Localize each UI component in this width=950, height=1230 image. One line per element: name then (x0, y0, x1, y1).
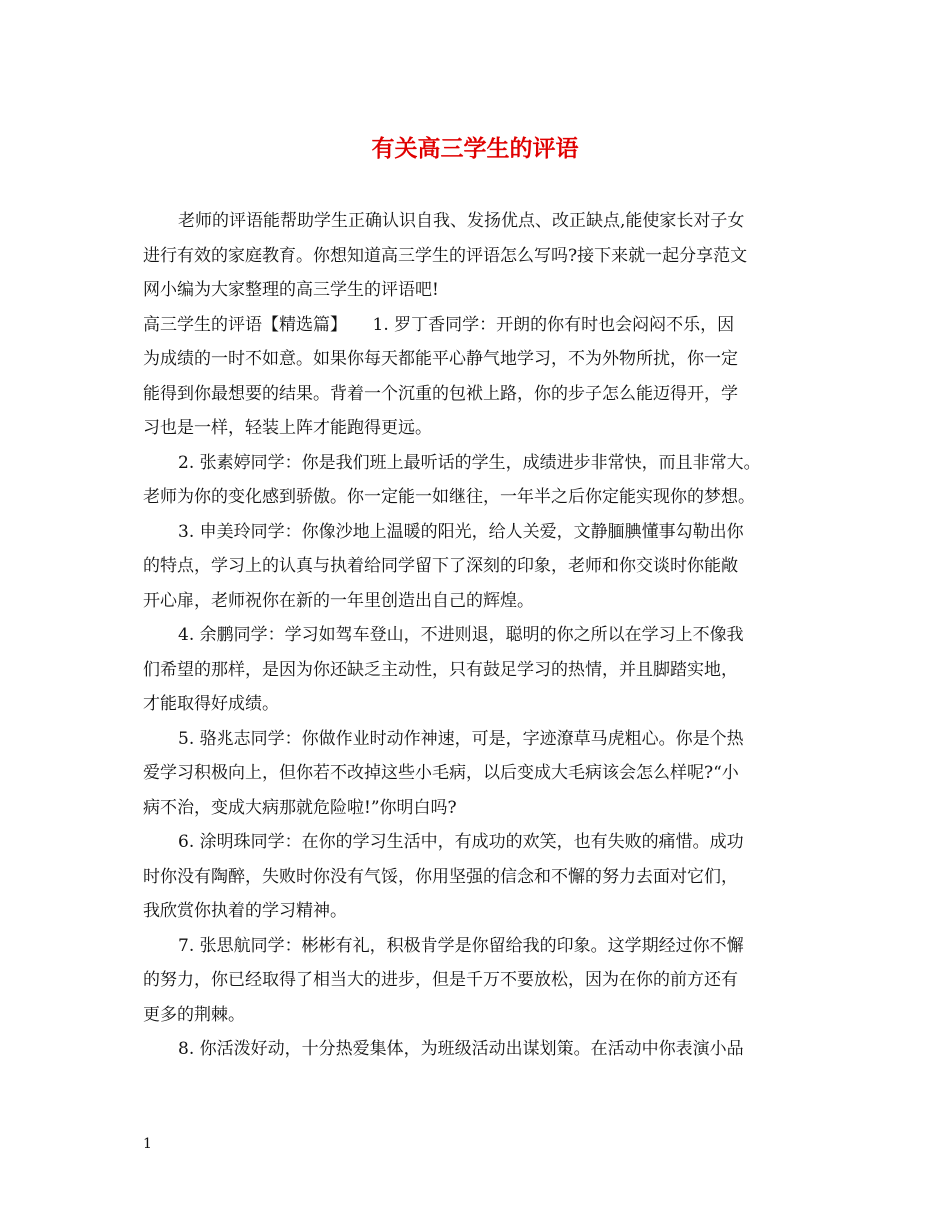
text-line: 网小编为大家整理的高三学生的评语吧! (143, 280, 439, 300)
text-line: 们希望的那样，是因为你还缺乏主动性，只有鼓足学习的热情，并且脚踏实地， (143, 659, 738, 680)
text-line: 时你没有陶醉，失败时你没有气馁，你用坚强的信念和不懈的努力去面对它们， (143, 866, 738, 887)
text-line: 习也是一样，轻装上阵才能跑得更远。 (143, 418, 432, 438)
text-line: 病不治，变成大病那就危险啦!”你明白吗? (143, 797, 457, 818)
text-line: 我欣赏你执着的学习精神。 (143, 901, 347, 921)
text-line: 5. 骆兆志同学：你做作业时动作神速，可是，字迹潦草马虎粗心。你是个热 (178, 728, 744, 749)
text-line: 的特点，学习上的认真与执着给同学留下了深刻的印象，老师和你交谈时你能敞 (143, 556, 738, 576)
text-line: 更多的荆棘。 (143, 1004, 245, 1025)
text-line: 能得到你最想要的结果。背着一个沉重的包袱上路，你的步子怎么能迈得开，学 (143, 383, 738, 404)
text-line: 4. 余鹏同学：学习如驾车登山，不进则退，聪明的你之所以在学习上不像我 (178, 625, 744, 645)
text-line: 6. 涂明珠同学：在你的学习生活中，有成功的欢笑，也有失败的痛惜。成功 (178, 832, 744, 852)
page-number: 1 (143, 1136, 152, 1152)
text-line: 8. 你活泼好动，十分热爱集体，为班级活动出谋划策。在活动中你表演小品 (178, 1039, 744, 1059)
document-title: 有关高三学生的评语 (371, 135, 579, 162)
document-body (143, 204, 803, 1067)
text-line: 开心扉，老师祝你在新的一年里创造出自己的辉煌。 (143, 590, 534, 611)
text-line: 爱学习积极向上，但你若不改掉这些小毛病，以后变成大毛病该会怎么样呢?“小 (143, 763, 739, 783)
text-line: 的努力，你已经取得了相当大的进步，但是千万不要放松，因为在你的前方还有 (143, 970, 738, 990)
text-line: 进行有效的家庭教育。你想知道高三学生的评语怎么写吗?接下来就一起分享范文 (143, 245, 748, 266)
text-line: 才能取得好成绩。 (143, 694, 279, 714)
text-line: 老师为你的变化感到骄傲。你一定能一如继往，一年半之后你定能实现你的梦想。 (143, 487, 755, 507)
text-line: 为成绩的一时不如意。如果你每天都能平心静气地学习，不为外物所扰，你一定 (143, 349, 738, 369)
text-line: 7. 张思航同学：彬彬有礼，积极肯学是你留给我的印象。这学期经过你不懈 (178, 935, 744, 956)
text-line: 3. 申美玲同学：你像沙地上温暖的阳光，给人关爱，文静腼腆懂事勾勒出你 (178, 521, 744, 542)
text-line: 2. 张素婷同学：你是我们班上最听话的学生，成绩进步非常快，而且非常大。 (178, 452, 761, 473)
text-line: 老师的评语能帮助学生正确认识自我、发扬优点、改正缺点,能使家长对子女 (178, 211, 745, 231)
section-heading-line: 高三学生的评语【精选篇】 1. 罗丁香同学：开朗的你有时也会闷闷不乐，因 (143, 314, 735, 335)
